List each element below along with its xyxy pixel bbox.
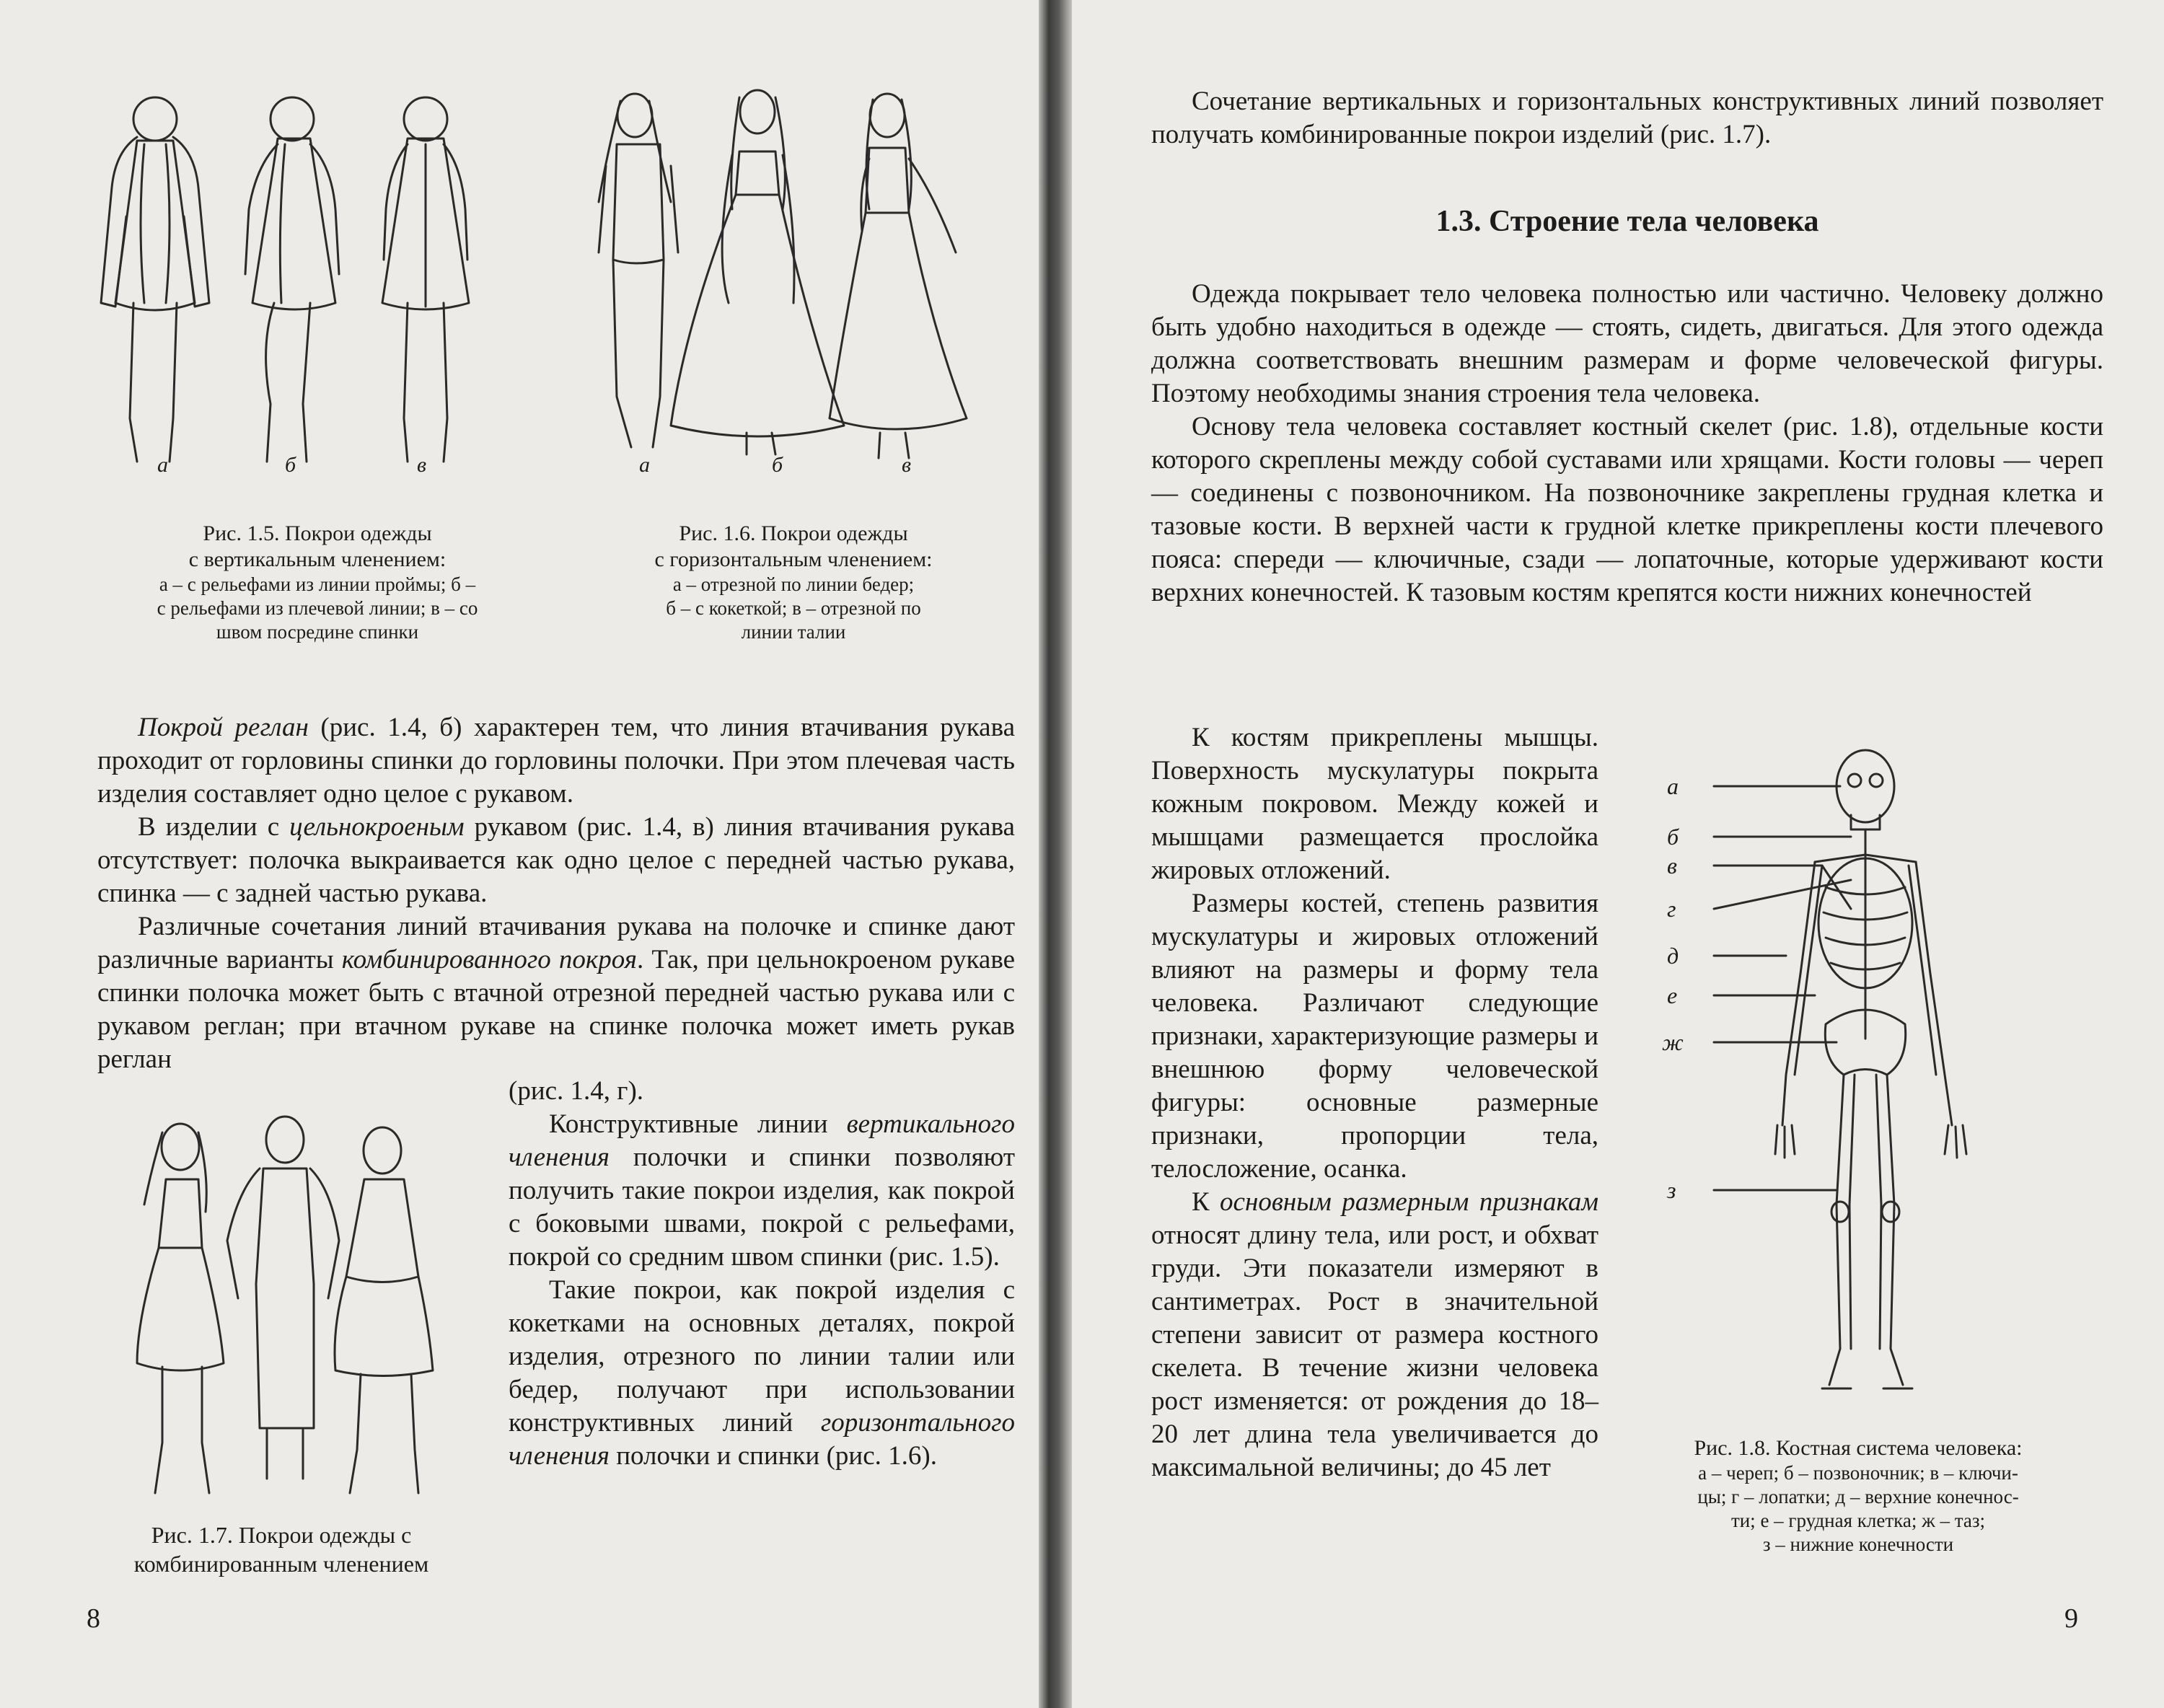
skeleton-label-zh: ж: [1662, 1029, 1684, 1055]
figure-1-6-caption-desc-3: линии талии: [741, 621, 846, 643]
left-page: [0, 0, 1039, 1708]
skeleton-label-e: е: [1667, 982, 1678, 1008]
term-main-size-features: основным размерным признакам: [1220, 1187, 1598, 1217]
figure-1-5-illustration: [87, 87, 491, 469]
figure-1-6-caption-desc-2: б – с кокеткой; в – отрезной по: [666, 597, 921, 619]
paragraph-combined-pre: Различные сочетания линий втачивания рукава на полочке и спинке дают различные варианты: [97, 912, 1015, 974]
paragraph-combined-text: . Так, при цельнокроеном рукаве спинки полочка может быть с втачной отрезной передней частью рукава или с рукавом реглан; при втачном рукаве на спинке полочка может иметь рукав реглан: [97, 945, 1016, 1074]
skeleton-label-d: д: [1667, 943, 1679, 969]
figure-1-5-caption-desc-1: а – с рельефами из линии проймы; б –: [159, 573, 476, 595]
right-page: [1072, 0, 2164, 1708]
term-one-piece: цельнокроеным: [289, 812, 465, 842]
paragraph-muscles: К костям прикреплены мышцы. Поверхность мускулатуры покрыта кожным покровом. Между кожей и мышцами размещается прослойка жировых отложений.: [1151, 723, 1598, 885]
figure-1-6-illustration: [591, 87, 1010, 469]
paragraph-combined-cut: [97, 910, 1015, 1076]
paragraph-skeleton: Основу тела человека составляет костный скелет (рис. 1.8), отдельные кости которого скреплены между собой суставами или хрящами. Кости головы — череп — соединены с позвоночником. На позвоночнике закреплены грудная клетка и тазовые кости. В верхней части к грудной клетке прикреплены кости плечевого пояса: спереди — ключичные, сзади — лопаточные, которые удерживают кости верхних конечностей. К тазовым костям крепятся кости нижних конечностей: [1151, 412, 2103, 607]
paragraph-vertical-lines: [509, 1108, 1015, 1274]
paragraph-raglan: [97, 711, 1015, 811]
paragraph-intro: Сочетание вертикальных и горизонтальных конструктивных линий позволяет получать комбинированные покрои изделий (рис. 1.7).: [1151, 87, 2103, 149]
figure-1-7-caption: [87, 1520, 476, 1578]
term-horizontal-division: горизонтального членения: [509, 1408, 1015, 1471]
figure-1-6-letter-b: б: [772, 453, 783, 477]
figure-1-6-caption-title: Рис. 1.6. Покрои одежды: [679, 521, 908, 545]
term-vertical-division: вертикального членения: [509, 1109, 1015, 1172]
figure-1-6-letter-c: в: [902, 453, 912, 477]
paragraph-combined-tail: (рис. 1.4, г).: [509, 1076, 644, 1106]
skeleton-label-g: г: [1667, 896, 1676, 922]
skeleton-label-z: з: [1667, 1177, 1676, 1203]
skeleton-label-a: а: [1667, 773, 1679, 799]
paragraph-vertical-text: полочки и спинки позволяют получить такие покрои изделия, как покрой с боковыми швами, покрой с рельефами, покрой со средним швом спинки (рис. 1.5).: [509, 1143, 1015, 1272]
figure-1-8-caption-line1: а – череп; б – позвоночник; в – ключи-: [1698, 1462, 2018, 1484]
figure-1-7-caption-line1: Рис. 1.7. Покрои одежды с: [151, 1522, 412, 1548]
figure-1-7-caption-line2: комбинированным членением: [133, 1551, 429, 1577]
paragraph-horizontal-lines: [509, 1274, 1015, 1473]
skeleton-label-b: б: [1667, 824, 1679, 850]
figure-1-5-caption-line2: с вертикальным членением:: [188, 547, 447, 571]
figure-1-5-letter-b: б: [285, 453, 296, 477]
figure-1-6-caption-desc-1: а – отрезной по линии бедер;: [672, 573, 915, 595]
section-heading: 1.3. Строение тела человека: [1435, 205, 1819, 238]
skeleton-illustration: [1635, 736, 2125, 1421]
page-number-right: 9: [2064, 1603, 2078, 1634]
figure-1-7-illustration: [123, 1111, 454, 1500]
right-intro: [1151, 85, 2103, 151]
figure-1-8-caption-line4: з – нижние конечности: [1762, 1533, 1954, 1555]
figure-1-6-caption-line2: с горизонтальным членением:: [654, 547, 933, 571]
figure-1-8-caption-line3: ти; е – грудная клетка; ж – таз;: [1730, 1510, 1986, 1531]
paragraph-horizontal-pre: Такие покрои, как покрой изделия с кокетками на основных деталях, покрой изделия, отрезного по линии талии или бедер, получают при использовании конструктивных линий: [509, 1275, 1015, 1438]
left-narrow-column: [509, 1075, 1015, 1473]
right-narrow-column: [1151, 721, 1598, 1484]
paragraph-one-piece-pre: В изделии с: [138, 812, 290, 842]
paragraph-body-size: Размеры костей, степень развития мускулатуры и жировых отложений влияют на размеры и форму тела человека. Различают следующие признаки, характеризующие размеры и внешнюю форму человеческой фигуры: основные размерные признаки, пропорции тела, телосложение, осанка.: [1151, 889, 1598, 1184]
figure-1-5-caption: [101, 521, 534, 644]
figure-1-5-letter-a: а: [157, 453, 168, 477]
figure-1-5-caption-desc-2: с рельефами из плечевой линии; в – со: [157, 597, 478, 619]
paragraph-horizontal-text: полочки и спинки (рис. 1.6).: [609, 1441, 937, 1471]
right-body-text: [1151, 278, 2103, 609]
book-gutter: [1039, 0, 1072, 1708]
paragraph-size-pre: К: [1192, 1187, 1220, 1217]
figure-1-5-caption-title: Рис. 1.5. Покрои одежды: [203, 521, 432, 545]
paragraph-clothing-body: Одежда покрывает тело человека полностью или частично. Человеку должно быть удобно находиться в одежде — стоять, сидеть, двигаться. Для этого одежда должна соответствовать внешним размерам и форме человеческой фигуры. Поэтому необходимы знания строения тела человека.: [1151, 279, 2103, 408]
left-body-text: [97, 711, 1015, 1076]
paragraph-size-text: относят длину тела, или рост, и обхват груди. Эти показатели измеряют в сантиметрах. Рост в значительной степени зависит от размера костного скелета. В течение жизни человека рост изменяется: от рождения до 18–20 лет длина тела увеличивается до максимальной величины; до 45 лет: [1151, 1220, 1598, 1482]
figure-1-8-caption-line2: цы; г – лопатки; д – верхние конечнос-: [1697, 1486, 2019, 1507]
term-combined-cut: комбинированного покроя: [341, 945, 637, 974]
figure-1-6-letter-a: а: [639, 453, 650, 477]
paragraph-raglan-text: (рис. 1.4, б) характерен тем, что линия втачивания рукава проходит от горловины спинки до горловины полочки. При этом плечевая часть изделия составляет одно целое с рукавом.: [97, 713, 1015, 809]
figure-1-6-caption: [591, 521, 995, 644]
figure-1-5-caption-desc-3: швом посредине спинки: [216, 621, 419, 643]
figure-1-8-caption-title: Рис. 1.8. Костная система человека:: [1694, 1436, 2023, 1460]
paragraph-size-features: [1151, 1186, 1598, 1484]
paragraph-one-piece-sleeve: [97, 811, 1015, 910]
paragraph-vertical-pre: Конструктивные линии: [549, 1109, 847, 1139]
term-raglan: Покрой реглан: [138, 713, 309, 742]
paragraph-one-piece-text: рукавом (рис. 1.4, в) линия втачивания рукава отсутствует: полочка выкраивается как одно целое с передней частью рукава, спинка — с задней частью рукава.: [97, 812, 1015, 908]
page-number-left: 8: [87, 1603, 100, 1634]
skeleton-label-v: в: [1667, 853, 1677, 879]
figure-1-5-letter-c: в: [417, 453, 427, 477]
figure-1-8-caption: [1627, 1435, 2089, 1557]
